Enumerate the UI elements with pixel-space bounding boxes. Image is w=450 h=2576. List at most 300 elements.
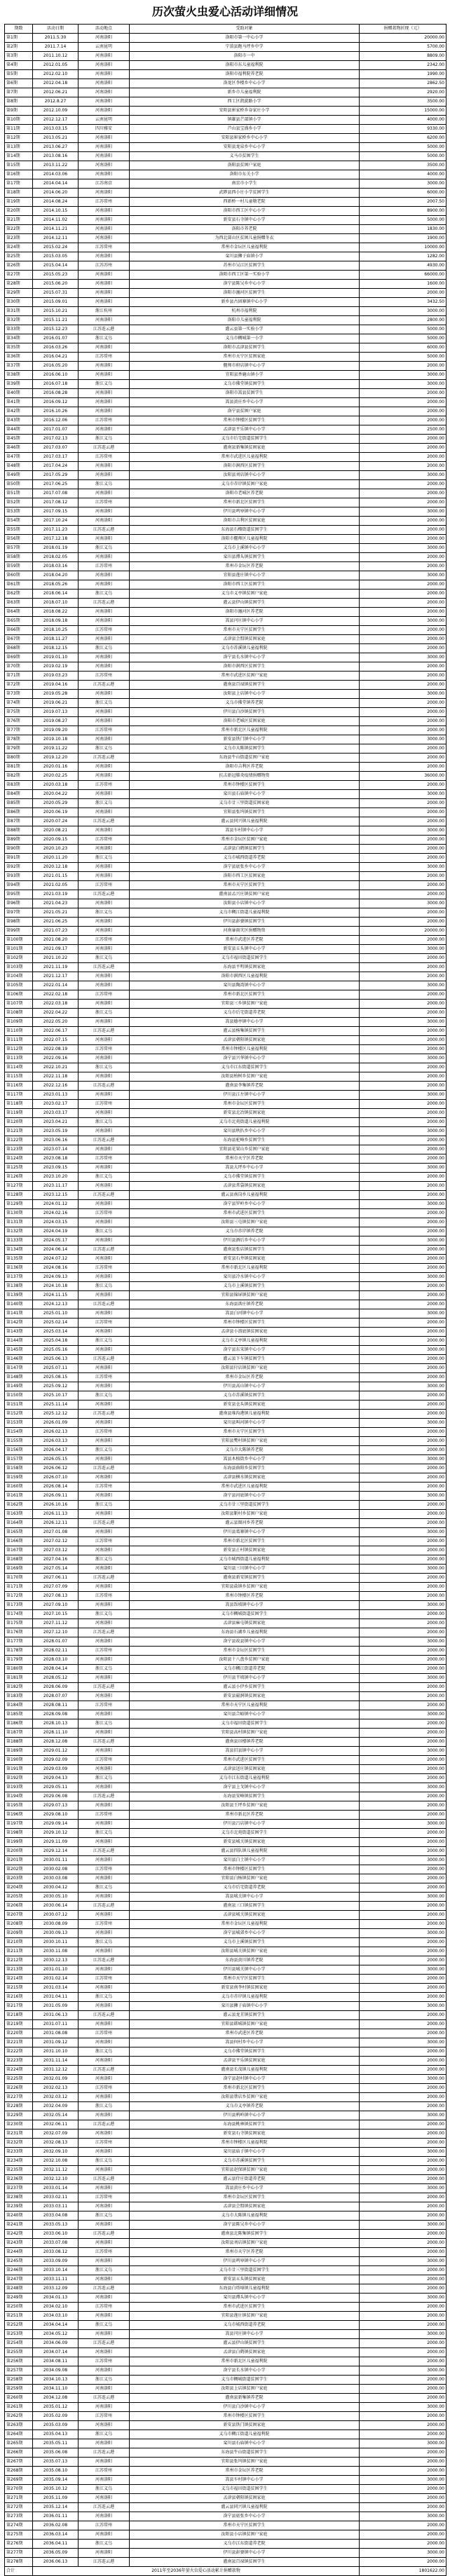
table-row [5, 435, 446, 444]
cell-date: 2017.08.12 [33, 498, 79, 507]
cell-recipient: 孟津县麻屯镇贫困家庭 [130, 1619, 360, 1628]
cell-amount: 3000.00 [360, 1127, 446, 1136]
cell-location: 河南洛阳 [79, 189, 130, 198]
table-row [5, 2257, 446, 2266]
table-row [5, 1792, 446, 1801]
cell-recipient: 常州市钟楼区贫困学生 [130, 1865, 360, 1874]
cell-amount: 2000.00 [360, 1838, 446, 1847]
cell-recipient: 东海县石榴街道贫困学生 [130, 526, 360, 535]
cell-amount: 2000.00 [360, 2494, 446, 2503]
cell-date: 2022.01.14 [33, 981, 79, 990]
cell-period: 第271期 [5, 2494, 33, 2503]
table-row [5, 2540, 446, 2549]
cell-amount: 3000.00 [360, 1382, 446, 1391]
cell-amount: 2000.00 [360, 2558, 446, 2567]
cell-location: 河南洛阳 [79, 1072, 130, 1082]
cell-date: 2021.02.05 [33, 881, 79, 890]
cell-amount: 2000.00 [360, 1318, 446, 1328]
cell-location: 河南洛阳 [79, 1619, 130, 1628]
cell-amount: 2000.00 [360, 1373, 446, 1382]
table-row [5, 462, 446, 471]
cell-recipient: 常州市钟楼区儿童福利院 [130, 2139, 360, 2148]
cell-amount: 2000.00 [360, 2230, 446, 2239]
cell-period: 第42期 [5, 407, 33, 416]
cell-location: 江苏连云港 [79, 2066, 130, 2075]
table-row [5, 271, 446, 280]
cell-recipient: 洛阳市东关小学 [130, 170, 360, 179]
cell-amount: 2000.00 [360, 699, 446, 708]
cell-period: 第12期 [5, 134, 33, 143]
cell-amount: 2000.00 [360, 717, 446, 726]
cell-recipient: 常州市天宁区贫困学生 [130, 881, 360, 890]
cell-date: 2012.8.27 [33, 97, 79, 107]
cell-location: 河南洛阳 [79, 1601, 130, 1610]
cell-location: 河南洛阳 [79, 517, 130, 526]
table-row [5, 289, 446, 298]
cell-location: 河南洛阳 [79, 2257, 130, 2266]
cell-location: 河南洛阳 [79, 1765, 130, 1774]
cell-recipient: 义乌市廿三里街道贫困学生 [130, 1501, 360, 1510]
cell-location: 浙江义乌 [79, 954, 130, 963]
cell-amount: 2000.00 [360, 580, 446, 590]
cell-amount: 3500.00 [360, 161, 446, 170]
cell-date: 2019.06.21 [33, 699, 79, 708]
cell-date: 2035.07.13 [33, 2458, 79, 2467]
cell-period: 第270期 [5, 2485, 33, 2494]
cell-period: 第70期 [5, 662, 33, 672]
table-row [5, 790, 446, 799]
cell-period: 第163期 [5, 1510, 33, 1519]
table-row [5, 189, 446, 198]
cell-amount: 15000.00 [360, 107, 446, 116]
cell-recipient: 嵩县闫庄镇中心小学 [130, 617, 360, 626]
cell-location: 江苏连云港 [79, 2120, 130, 2129]
cell-date: 2021.09.17 [33, 945, 79, 954]
cell-location: 江苏常州 [79, 836, 130, 845]
cell-location: 江苏常州 [79, 1483, 130, 1492]
cell-recipient: 洛宁县陈吴乡中心小学 [130, 280, 360, 289]
cell-date: 2029.11.09 [33, 1838, 79, 1847]
cell-recipient: 灌南县孟兴庄镇贫困户家庭 [130, 890, 360, 899]
cell-amount: 2000.00 [360, 526, 446, 535]
cell-amount: 3000.00 [360, 2366, 446, 2376]
table-row [5, 826, 446, 836]
cell-period: 第248期 [5, 2284, 33, 2294]
table-row [5, 1446, 446, 1455]
table-row [5, 1145, 446, 1154]
cell-amount: 3000.00 [360, 1929, 446, 1938]
table-row [5, 526, 446, 535]
cell-date: 2016.07.18 [33, 380, 79, 389]
cell-date: 2034.06.09 [33, 2339, 79, 2348]
cell-amount: 2920.00 [360, 88, 446, 97]
cell-date: 2016.09.12 [33, 398, 79, 407]
cell-recipient: 安阳县龙泉乡中心小学 [130, 143, 360, 152]
cell-location: 河南洛阳 [79, 1947, 130, 1956]
activity-table [4, 24, 446, 2576]
cell-period: 第22期 [5, 225, 33, 234]
cell-recipient: 常州市武进区贫困学生 [130, 2303, 360, 2312]
table-row [5, 699, 446, 708]
cell-recipient: 汝阳县蔡店乡贫困户家庭 [130, 2093, 360, 2102]
cell-location: 河南洛阳 [79, 2476, 130, 2485]
cell-date: 2034.10.13 [33, 2376, 79, 2385]
cell-amount: 3000.00 [360, 1601, 446, 1610]
cell-recipient: 常州市钟楼区贫困学生 [130, 781, 360, 790]
cell-location: 河南洛阳 [79, 2366, 130, 2376]
cell-date: 2018.02.05 [33, 553, 79, 562]
table-row [5, 1072, 446, 1082]
cell-date: 2026.07.10 [33, 1473, 79, 1483]
cell-period: 第266期 [5, 2448, 33, 2458]
table-row [5, 207, 446, 216]
cell-period: 第230期 [5, 2120, 33, 2129]
cell-period: 第86期 [5, 808, 33, 817]
cell-date: 2032.02.13 [33, 2084, 79, 2093]
cell-period: 第128期 [5, 1191, 33, 1200]
cell-period: 第240期 [5, 2212, 33, 2221]
cell-amount: 2000.00 [360, 1328, 446, 1337]
cell-date: 2030.04.12 [33, 1883, 79, 1893]
cell-period: 第44期 [5, 425, 33, 435]
cell-date: 2030.06.14 [33, 1902, 79, 1911]
cell-location: 浙江义乌 [79, 908, 130, 918]
cell-amount: 10000.00 [360, 243, 446, 252]
cell-period: 第214期 [5, 1975, 33, 1984]
cell-amount: 2000.00 [360, 1683, 446, 1692]
cell-location: 江苏常州 [79, 726, 130, 735]
cell-period: 第40期 [5, 389, 33, 398]
cell-date: 2028.05.12 [33, 1674, 79, 1683]
cell-recipient: 洛阳市涧西区贫困学生 [130, 462, 360, 471]
table-row [5, 1838, 446, 1847]
cell-recipient: 义乌市稠城街道贫困学生 [130, 1610, 360, 1619]
cell-recipient: 宜阳县张坞镇贫困学生 [130, 808, 360, 817]
cell-date: 2012.10.09 [33, 107, 79, 116]
cell-period: 第173期 [5, 1601, 33, 1610]
cell-recipient: 嵩县黄庄乡中心小学 [130, 2184, 360, 2193]
table-row [5, 899, 446, 908]
cell-location: 河南洛阳 [79, 653, 130, 662]
cell-date: 2022.04.22 [33, 1009, 79, 1018]
cell-amount: 3000.00 [360, 1273, 446, 1282]
table-row [5, 125, 446, 134]
table-row [5, 1428, 446, 1437]
cell-amount: 2000.00 [360, 2248, 446, 2257]
cell-date: 2035.12.14 [33, 2503, 79, 2512]
cell-location: 江苏南京 [79, 179, 130, 189]
cell-amount: 3000.00 [360, 1565, 446, 1574]
cell-date: 2023.06.16 [33, 1136, 79, 1145]
cell-recipient: 常州市武进区贫困户家庭 [130, 672, 360, 681]
cell-recipient: 灌云县下车镇贫困学生 [130, 1355, 360, 1364]
cell-recipient: 义乌市城西街道儿童福利院 [130, 1555, 360, 1565]
table-row [5, 1018, 446, 1027]
cell-recipient: 宜阳县韩城镇贫困户家庭 [130, 2020, 360, 2029]
table-row [5, 116, 446, 125]
cell-amount: 2000.00 [360, 2129, 446, 2139]
cell-amount: 3000.00 [360, 1710, 446, 1719]
cell-date: 2017.10.24 [33, 517, 79, 526]
cell-date: 2020.12.18 [33, 863, 79, 872]
cell-location: 江苏常州 [79, 2029, 130, 2038]
header-amount: 捐赠款物折现（元） [360, 25, 446, 34]
cell-location: 河南洛阳 [79, 2057, 130, 2066]
cell-period: 第273期 [5, 2512, 33, 2521]
table-row [5, 2047, 446, 2057]
table-row [5, 2312, 446, 2321]
table-row [5, 2230, 446, 2239]
cell-recipient: 河南暴雨灾区捐赠物资 [130, 927, 360, 936]
cell-recipient: 宜阳县赵保镇贫困户家庭 [130, 2166, 360, 2175]
cell-amount: 2000.00 [360, 2448, 446, 2458]
table-row [5, 2084, 446, 2093]
cell-location: 河南洛阳 [79, 2312, 130, 2321]
table-row [5, 662, 446, 672]
cell-period: 第243期 [5, 2239, 33, 2248]
cell-period: 第267期 [5, 2458, 33, 2467]
table-row [5, 2448, 446, 2458]
cell-date: 2015.02.24 [33, 243, 79, 252]
cell-date: 2033.09.09 [33, 2257, 79, 2266]
cell-location: 河南洛阳 [79, 2093, 130, 2102]
cell-location: 河南洛阳 [79, 2530, 130, 2540]
cell-period: 第19期 [5, 198, 33, 207]
cell-period: 第274期 [5, 2521, 33, 2530]
cell-date: 2026.03.13 [33, 1437, 79, 1446]
cell-period: 第188期 [5, 1738, 33, 1747]
cell-recipient: 义乌市城西街道养老院 [130, 2321, 360, 2330]
cell-location: 江苏常州 [79, 2084, 130, 2093]
table-row [5, 763, 446, 772]
cell-amount: 3000.00 [360, 1528, 446, 1537]
cell-location: 河南洛阳 [79, 1419, 130, 1428]
table-row [5, 2093, 446, 2102]
cell-date: 2023.12.15 [33, 1191, 79, 1200]
cell-amount: 2000.00 [360, 1801, 446, 1811]
cell-recipient: 洛宁县城郊乡中心小学 [130, 1929, 360, 1938]
cell-date: 2017.06.25 [33, 480, 79, 489]
cell-date: 2026.05.15 [33, 1455, 79, 1464]
cell-date: 2029.07.13 [33, 1801, 79, 1811]
cell-date: 2015.12.23 [33, 325, 79, 334]
table-row [5, 1492, 446, 1501]
table-row [5, 2294, 446, 2303]
cell-date: 2031.09.12 [33, 2038, 79, 2047]
cell-date: 2029.08.10 [33, 1811, 79, 1820]
cell-location: 河南洛阳 [79, 826, 130, 836]
table-row [5, 1537, 446, 1546]
cell-amount: 2000.00 [360, 1410, 446, 1419]
cell-period: 第236期 [5, 2175, 33, 2184]
cell-date: 2014.11.21 [33, 225, 79, 234]
cell-recipient: 孟津县白鹤镇贫困家庭 [130, 2348, 360, 2357]
cell-period: 第153期 [5, 1419, 33, 1428]
cell-period: 第115期 [5, 1072, 33, 1082]
cell-period: 第99期 [5, 927, 33, 936]
cell-date: 2020.01.16 [33, 763, 79, 772]
cell-recipient: 常州市金坛区贫困学生 [130, 1100, 360, 1109]
cell-date: 2026.06.12 [33, 1464, 79, 1473]
cell-date: 2020.10.23 [33, 845, 79, 854]
cell-date: 2019.01.10 [33, 653, 79, 662]
cell-location: 河南洛阳 [79, 2494, 130, 2503]
table-row [5, 298, 446, 307]
cell-period: 第152期 [5, 1410, 33, 1419]
cell-date: 2034.12.08 [33, 2394, 79, 2403]
cell-date: 2016.08.28 [33, 389, 79, 398]
cell-date: 2023.03.17 [33, 1109, 79, 1118]
cell-amount: 2000.00 [360, 836, 446, 845]
cell-recipient: 洛阳市第一中心小学 [130, 34, 360, 43]
cell-recipient: 嵩县黄庄乡中心小学 [130, 398, 360, 407]
cell-date: 2013.05.21 [33, 134, 79, 143]
cell-recipient: 伊川县鸦岭镇中心小学 [130, 2111, 360, 2120]
cell-recipient: 常州市新北区贫困学生 [130, 1537, 360, 1546]
cell-recipient: 栾川县陶湾镇中心小学 [130, 981, 360, 990]
cell-location: 江苏常州 [79, 781, 130, 790]
cell-period: 第116期 [5, 1082, 33, 1091]
cell-location: 浙江义乌 [79, 799, 130, 808]
cell-period: 第156期 [5, 1446, 33, 1455]
cell-date: 2025.11.14 [33, 1401, 79, 1410]
cell-location: 江苏常州 [79, 672, 130, 681]
cell-date: 2017.09.15 [33, 507, 79, 517]
table-row [5, 2549, 446, 2558]
cell-recipient: 洛宁县贫困户家庭 [130, 407, 360, 416]
cell-location: 浙江义乌 [79, 334, 130, 343]
cell-recipient: 灌云县南岗乡儿童福利院 [130, 1191, 360, 1200]
cell-period: 第39期 [5, 380, 33, 389]
table-row [5, 1264, 446, 1273]
table-row [5, 2321, 446, 2330]
cell-amount: 2000.00 [360, 2458, 446, 2467]
cell-recipient: 义乌市福田街道贫困学生 [130, 2485, 360, 2494]
cell-amount: 2000.00 [360, 453, 446, 462]
table-row [5, 1592, 446, 1601]
cell-amount: 3000.00 [360, 1419, 446, 1428]
cell-amount: 2000.00 [360, 890, 446, 899]
cell-amount: 3000.00 [360, 1164, 446, 1173]
table-row [5, 2202, 446, 2212]
cell-period: 第110期 [5, 1027, 33, 1036]
cell-period: 第242期 [5, 2230, 33, 2239]
cell-amount: 8809.00 [360, 52, 446, 61]
cell-date: 2019.08.27 [33, 717, 79, 726]
cell-location: 江苏常州 [79, 353, 130, 362]
cell-period: 第132期 [5, 1227, 33, 1236]
cell-date: 2023.10.20 [33, 1173, 79, 1182]
cell-period: 第55期 [5, 526, 33, 535]
cell-recipient: 伊川县高山镇中心小学 [130, 1382, 360, 1391]
cell-location: 河南洛阳 [79, 107, 130, 116]
cell-period: 第262期 [5, 2412, 33, 2421]
cell-date: 2022.08.19 [33, 1045, 79, 1054]
cell-amount: 2000.00 [360, 1173, 446, 1182]
cell-location: 河南洛阳 [79, 571, 130, 580]
cell-period: 第229期 [5, 2111, 33, 2120]
cell-recipient: 新安县石寺镇中心小学 [130, 216, 360, 225]
cell-period: 第27期 [5, 271, 33, 280]
table-row [5, 1391, 446, 1401]
cell-location: 浙江义乌 [79, 380, 130, 389]
cell-recipient: 洛宁县长水镇中心小学 [130, 2366, 360, 2376]
cell-amount: 2000.00 [360, 1401, 446, 1410]
cell-amount: 2000.00 [360, 1000, 446, 1009]
cell-location: 江苏连云港 [79, 1410, 130, 1419]
table-row [5, 2458, 446, 2467]
cell-recipient: 洛阳市瀍河区养老院 [130, 608, 360, 617]
cell-date: 2021.06.25 [33, 918, 79, 927]
cell-recipient: 常州市新北区贫困学生 [130, 498, 360, 507]
cell-location: 河南洛阳 [79, 690, 130, 699]
cell-amount: 3000.00 [360, 571, 446, 580]
cell-period: 第77期 [5, 726, 33, 735]
cell-period: 第7期 [5, 88, 33, 97]
cell-period: 第261期 [5, 2403, 33, 2412]
cell-location: 河南洛阳 [79, 2148, 130, 2157]
table-row [5, 1227, 446, 1236]
cell-amount: 2000.00 [360, 972, 446, 981]
cell-recipient: 灌云县四队镇儿童福利院 [130, 1847, 360, 1856]
cell-recipient: 新安县铁门镇中心小学 [130, 735, 360, 744]
cell-period: 第178期 [5, 1647, 33, 1656]
cell-location: 河南洛阳 [79, 471, 130, 480]
cell-recipient: 义乌市城西街道养老院 [130, 854, 360, 863]
cell-location: 浙江义乌 [79, 590, 130, 599]
cell-recipient: 宜阳县高村镇贫困户家庭 [130, 1729, 360, 1738]
cell-amount: 6000.00 [360, 343, 446, 353]
cell-period: 第199期 [5, 1838, 33, 1847]
cell-period: 第251期 [5, 2312, 33, 2321]
cell-period: 第60期 [5, 571, 33, 580]
table-row [5, 2366, 446, 2376]
cell-date: 2016.03.26 [33, 343, 79, 353]
table-row [5, 617, 446, 626]
table-row [5, 972, 446, 981]
cell-date: 2029.02.09 [33, 1756, 79, 1765]
cell-recipient: 新安县五头镇贫困家庭 [130, 2275, 360, 2284]
table-row [5, 890, 446, 899]
cell-period: 第108期 [5, 1009, 33, 1018]
cell-period: 第100期 [5, 936, 33, 945]
cell-period: 第103期 [5, 963, 33, 972]
cell-location: 浙江义乌 [79, 2266, 130, 2275]
cell-amount: 2000.00 [360, 444, 446, 453]
table-footer-row [5, 2567, 446, 2576]
cell-location: 江苏连云港 [79, 1792, 130, 1801]
cell-period: 第245期 [5, 2257, 33, 2266]
cell-recipient: 嵩县白河镇中心小学 [130, 1309, 360, 1318]
cell-amount: 2000.00 [360, 1874, 446, 1883]
cell-recipient: 汝阳县城关镇贫困户家庭 [130, 1947, 360, 1956]
cell-date: 2031.02.14 [33, 1975, 79, 1984]
cell-date: 2028.09.08 [33, 1710, 79, 1719]
cell-date: 2033.08.12 [33, 2248, 79, 2257]
table-row [5, 1637, 446, 1647]
cell-period: 第38期 [5, 371, 33, 380]
cell-location: 河南洛阳 [79, 2221, 130, 2230]
cell-date: 2026.01.09 [33, 1419, 79, 1428]
cell-location: 河南洛阳 [79, 2403, 130, 2412]
cell-amount: 2000.00 [360, 2339, 446, 2348]
cell-amount: 3000.00 [360, 1054, 446, 1063]
table-row [5, 954, 446, 963]
cell-location: 浙江义乌 [79, 1774, 130, 1783]
cell-date: 2019.04.16 [33, 681, 79, 690]
cell-date: 2032.11.12 [33, 2166, 79, 2175]
cell-location: 河南洛阳 [79, 2166, 130, 2175]
